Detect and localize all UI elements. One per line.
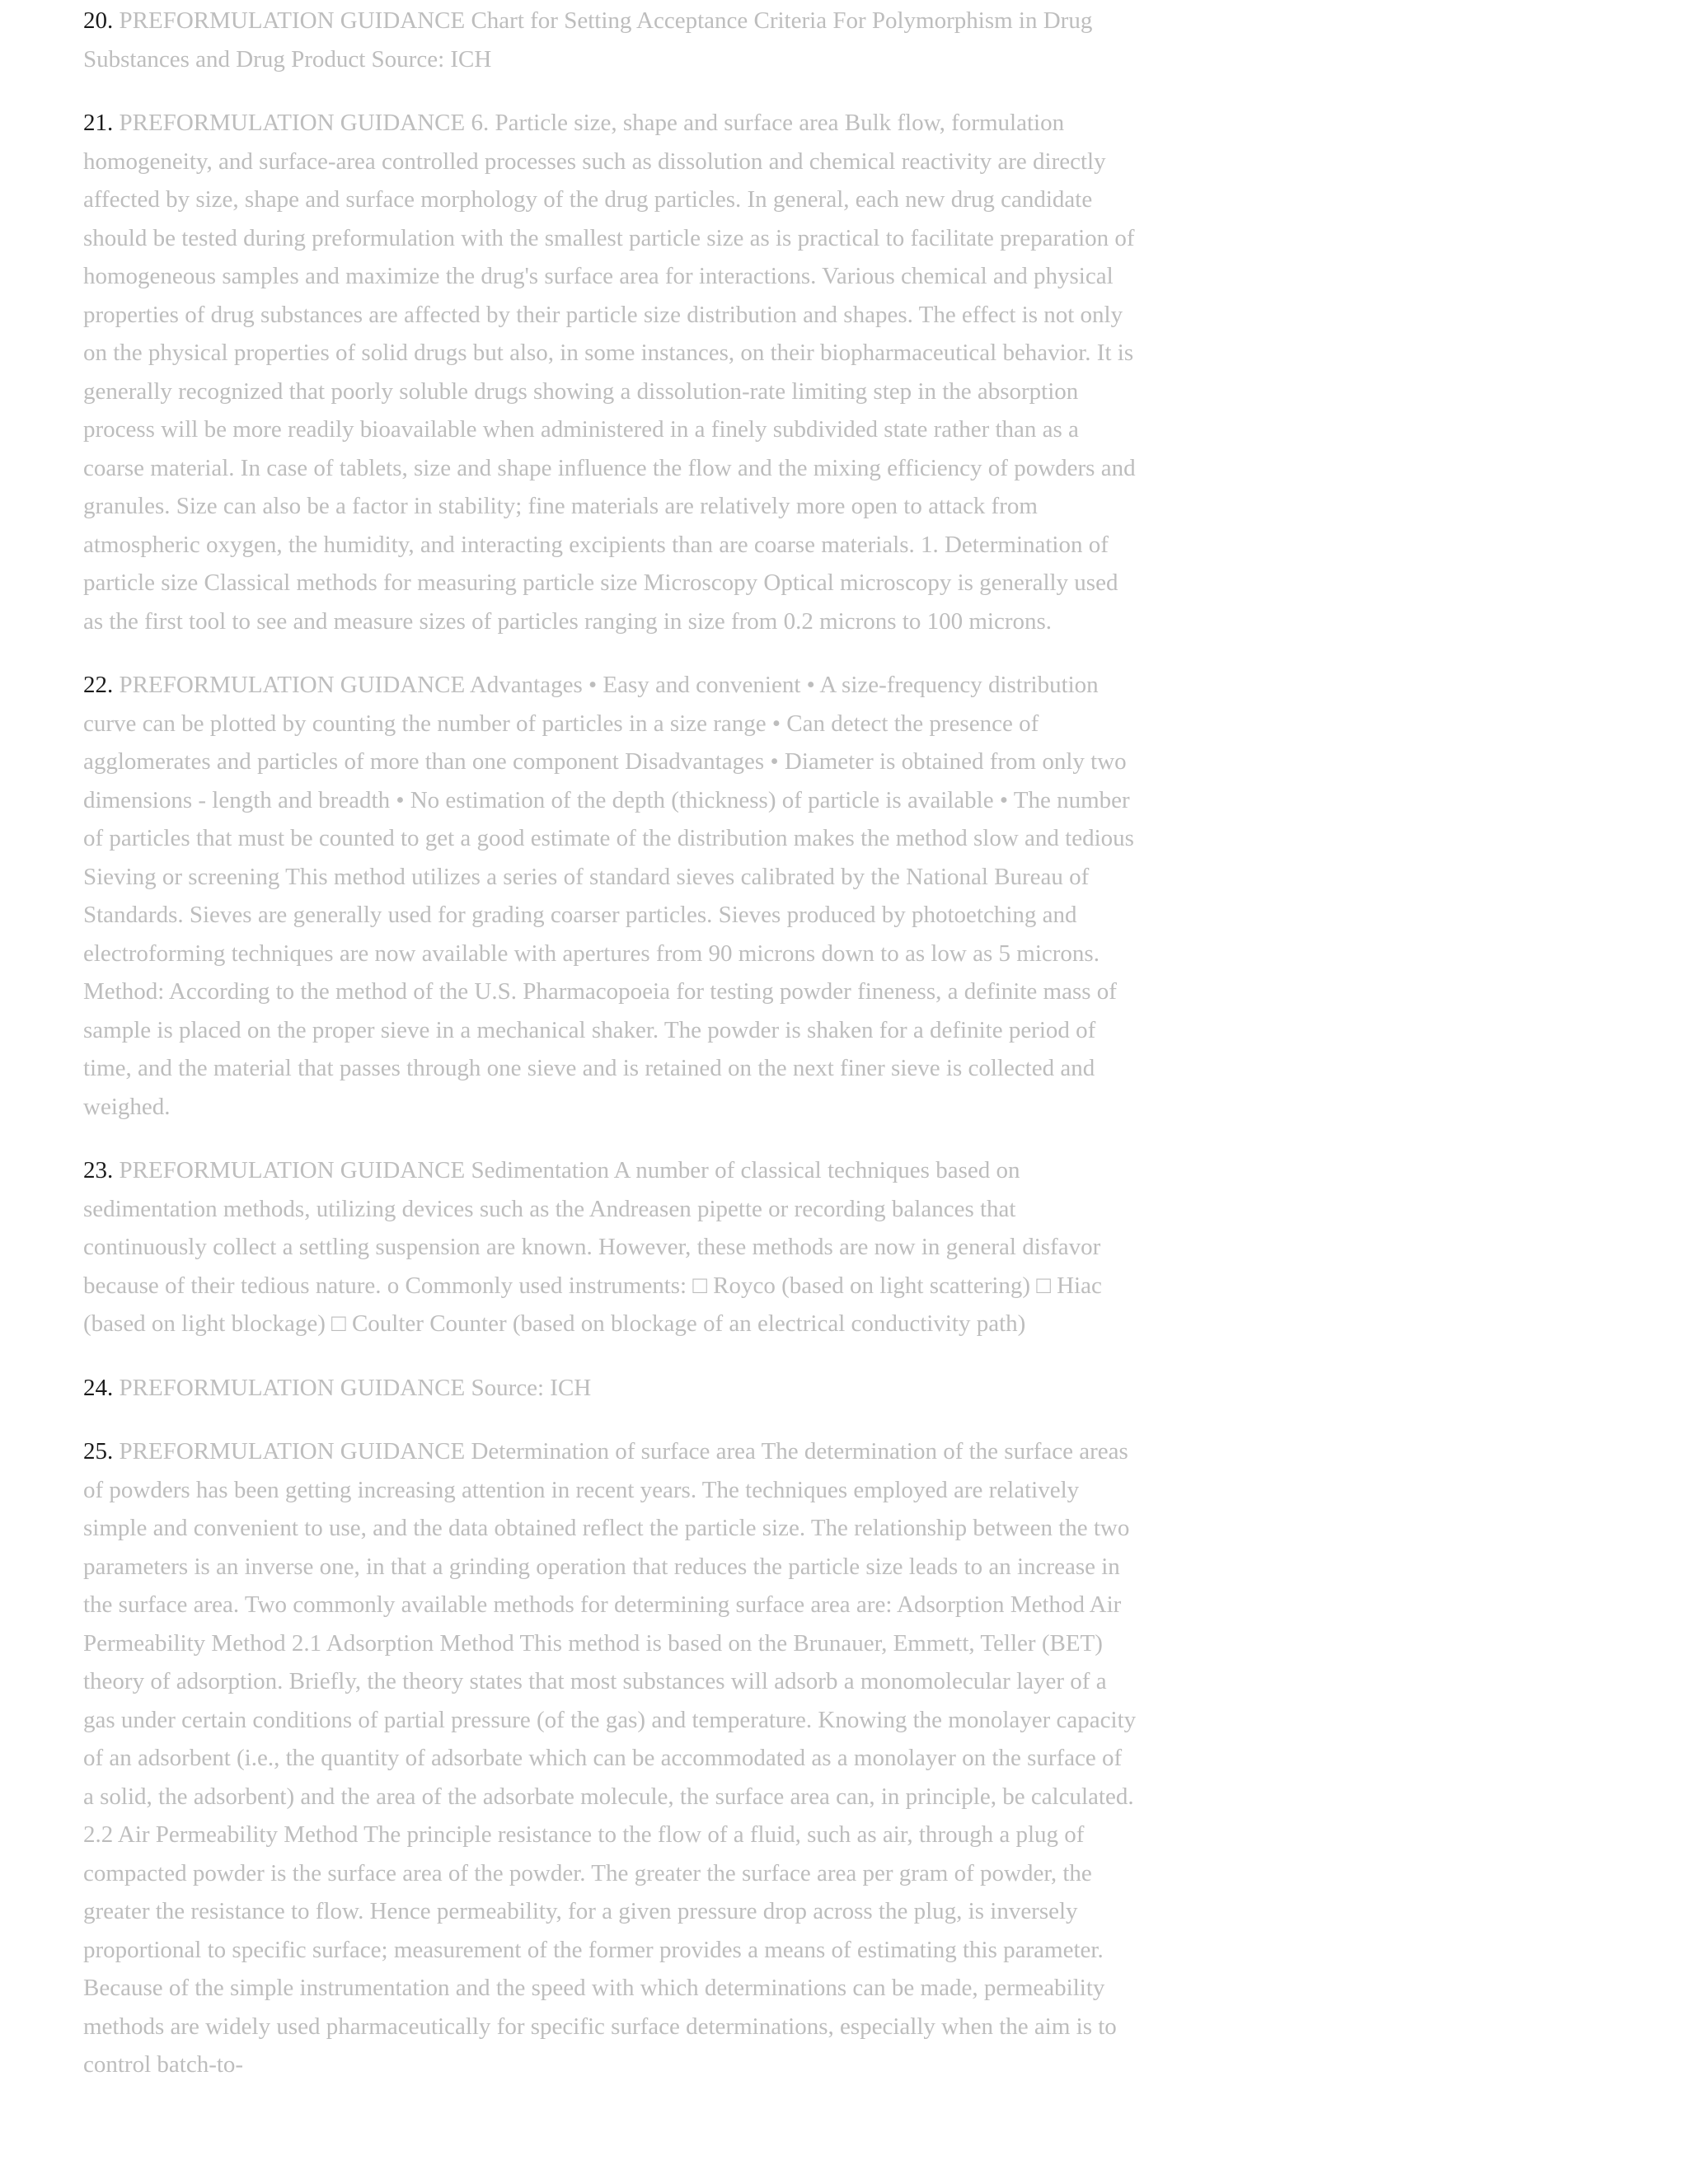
- entry-20: [83, 2, 1138, 78]
- entry-22: [83, 666, 1138, 1126]
- entry-number: 20.: [83, 7, 114, 34]
- entry-number: 21.: [83, 110, 114, 136]
- entry-number: 25.: [83, 1438, 114, 1465]
- entry-text: PREFORMULATION GUIDANCE Determination of surface area The determination of the surface areas of powders has been getting increasing attention in recent years. The techniques employed are relatively simple and convenient to use, and the data obtained reflect the particle size. The relationship between the two parameters is an inverse one, in that a grinding operation that reduces the particle size leads to an increase in the surface area. Two commonly available methods for determining surface area are: Adsorption Method Air Permeability Method 2.1 Adsorption Method This method is based on the Brunauer, Emmett, Teller (BET) theory of adsorption. Briefly, the theory states that most substances will adsorb a monomolecular layer of a gas under certain conditions of partial pressure (of the gas) and temperature. Knowing the monolayer capacity of an adsorbent (i.e., the quantity of adsorbate which can be accommodated as a monolayer on the surface of a solid, the adsorbent) and the area of the adsorbate molecule, the surface area can, in principle, be calculated. 2.2 Air Permeability Method The principle resistance to the flow of a fluid, such as air, through a plug of compacted powder is the surface area of the powder. The greater the surface area per gram of powder, the greater the resistance to flow. Hence permeability, for a given pressure drop across the plug, is inversely proportional to specific surface; measurement of the former provides a means of estimating this parameter. Because of the simple instrumentation and the speed with which determinations can be made, permeability methods are widely used pharmaceutically for specific surface determinations, especially when the aim is to control batch-to-: [83, 1438, 1137, 2078]
- entry-number: 24.: [83, 1374, 114, 1401]
- entry-24: [83, 1369, 1138, 1408]
- entry-text: PREFORMULATION GUIDANCE Advantages • Easy and convenient • A size-frequency distribution curve can be plotted by counting the number of particles in a size range • Can detect the presence of agglomerates and particles of more than one component Disadvantages • Diameter is obtained from only two dimensions - length and breadth • No estimation of the depth (thickness) of particle is available • The number of particles that must be counted to get a good estimate of the distribution makes the method slow and tedious Sieving or screening This method utilizes a series of standard sieves calibrated by the National Bureau of Standards. Sieves are generally used for grading coarser particles. Sieves produced by photoetching and electroforming techniques are now available with apertures from 90 microns down to as low as 5 microns. Method: According to the method of the U.S. Pharmacopoeia for testing powder fineness, a definite mass of sample is placed on the proper sieve in a mechanical shaker. The powder is shaken for a definite period of time, and the material that passes through one sieve and is retained on the next finer sieve is collected and weighed.: [83, 672, 1134, 1120]
- entry-25: [83, 1432, 1138, 2084]
- entry-text: PREFORMULATION GUIDANCE 6. Particle size, shape and surface area Bulk flow, formulation homogeneity, and surface-area controlled processes such as dissolution and chemical reactivity are directly affected by size, shape and surface morphology of the drug particles. In general, each new drug candidate should be tested during preformulation with the smallest particle size as is practical to facilitate preparation of homogeneous samples and maximize the drug's surface area for interactions. Various chemical and physical properties of drug substances are affected by their particle size distribution and shapes. The effect is not only on the physical properties of solid drugs but also, in some instances, on their biopharmaceutical behavior. It is generally recognized that poorly soluble drugs showing a dissolution-rate limiting step in the absorption process will be more readily bioavailable when administered in a finely subdivided state rather than as a coarse material. In case of tablets, size and shape influence the flow and the mixing efficiency of powders and granules. Size can also be a factor in stability; fine materials are relatively more open to attack from atmospheric oxygen, the humidity, and interacting excipients than are coarse materials. 1. Determination of particle size Classical methods for measuring particle size Microscopy Optical microscopy is generally used as the first tool to see and measure sizes of particles ranging in size from 0.2 microns to 100 microns.: [83, 110, 1136, 635]
- entry-number: 22.: [83, 672, 114, 698]
- entry-text: PREFORMULATION GUIDANCE Chart for Setting Acceptance Criteria For Polymorphism in Drug Substances and Drug Product Source: ICH: [83, 7, 1093, 73]
- entry-number: 23.: [83, 1157, 114, 1183]
- entry-text: PREFORMULATION GUIDANCE Sedimentation A number of classical techniques based on sedimentation methods, utilizing devices such as the Andreasen pipette or recording balances that continuously collect a settling suspension are known. However, these methods are now in general disfavor because of their tedious nature. o Commonly used instruments: □ Royco (based on light scattering) □ Hiac (based on light blockage) □ Coulter Counter (based on blockage of an electrical conductivity path): [83, 1157, 1102, 1337]
- document-page: [83, 2, 1138, 2110]
- entry-21: [83, 104, 1138, 640]
- entry-text: PREFORMULATION GUIDANCE Source: ICH: [119, 1374, 592, 1401]
- entry-23: [83, 1151, 1138, 1343]
